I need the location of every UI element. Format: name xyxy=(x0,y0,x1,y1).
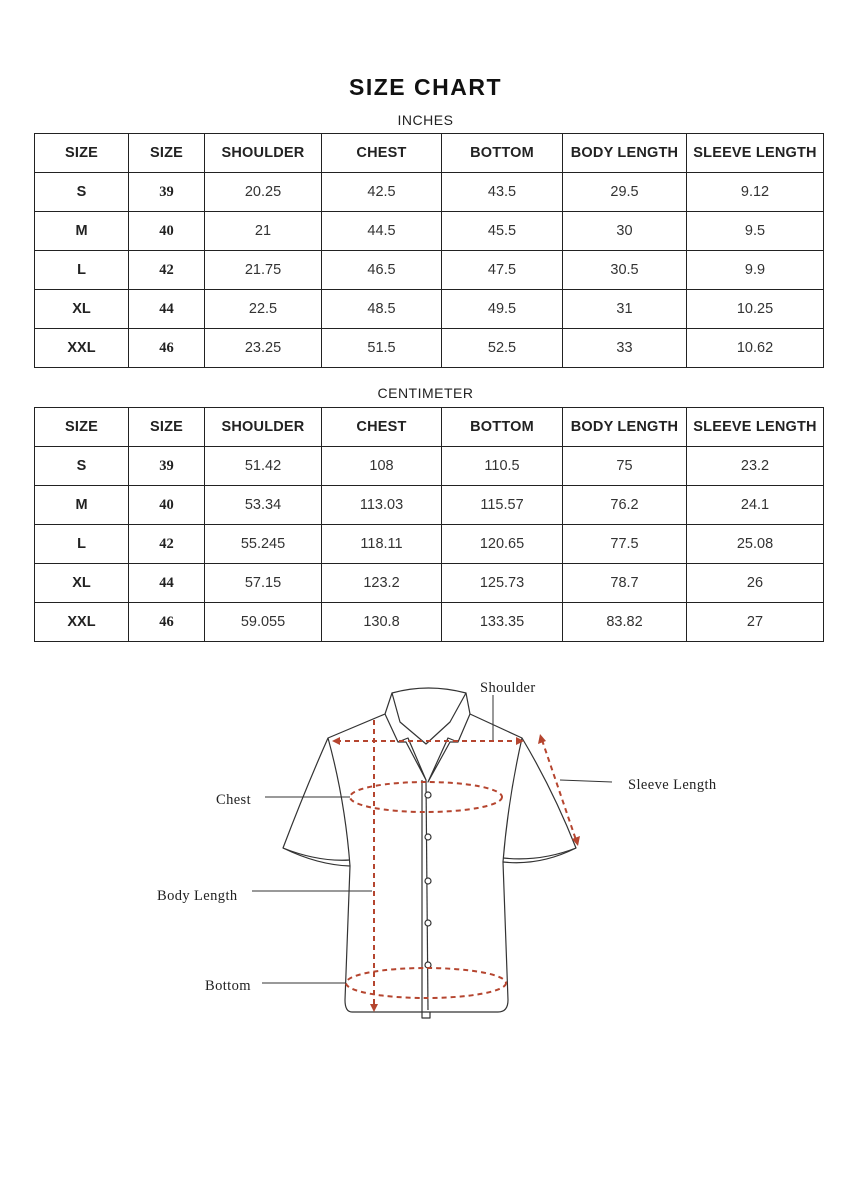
cell-size: XL xyxy=(35,564,129,603)
cell-chest: 130.8 xyxy=(322,603,442,642)
table-row xyxy=(35,251,824,290)
cell-size: L xyxy=(35,251,129,290)
header-size: SIZE xyxy=(35,134,129,173)
cell-bottom: 133.35 xyxy=(442,603,563,642)
measurement-guides xyxy=(336,720,576,1006)
cell-chest: 118.11 xyxy=(322,525,442,564)
button xyxy=(425,834,431,840)
cell-size: XL xyxy=(35,290,129,329)
cell-sleeve-length: 24.1 xyxy=(687,486,824,525)
inches-caption: INCHES xyxy=(397,112,454,128)
cell-chest: 42.5 xyxy=(322,173,442,212)
inches-size-table xyxy=(34,133,824,368)
header-bottom: BOTTOM xyxy=(442,134,563,173)
cell-chest: 113.03 xyxy=(322,486,442,525)
shirt-measurement-diagram xyxy=(140,665,760,1035)
cell-shoulder: 51.42 xyxy=(205,447,322,486)
arrowhead xyxy=(538,734,546,744)
table-row xyxy=(35,212,824,251)
cell-shoulder: 59.055 xyxy=(205,603,322,642)
table-header-row xyxy=(35,134,824,173)
bottom-measure-ellipse xyxy=(346,968,506,998)
table-row xyxy=(35,173,824,212)
cell-chest: 51.5 xyxy=(322,329,442,368)
sleeve-measure-line xyxy=(542,740,576,840)
left-armhole xyxy=(328,738,350,866)
body-length-label: Body Length xyxy=(157,888,238,904)
table-row xyxy=(35,525,824,564)
cell-body-length: 78.7 xyxy=(563,564,687,603)
cell-bottom: 49.5 xyxy=(442,290,563,329)
cell-shoulder: 23.25 xyxy=(205,329,322,368)
button xyxy=(425,792,431,798)
cell-shoulder: 57.15 xyxy=(205,564,322,603)
arrowhead xyxy=(370,1004,378,1012)
cell-size-number: 42 xyxy=(129,525,205,564)
cell-chest: 48.5 xyxy=(322,290,442,329)
cell-body-length: 29.5 xyxy=(563,173,687,212)
cell-size-number: 44 xyxy=(129,564,205,603)
header-size-number: SIZE xyxy=(129,408,205,447)
cell-size: S xyxy=(35,447,129,486)
cell-sleeve-length: 9.5 xyxy=(687,212,824,251)
cell-body-length: 31 xyxy=(563,290,687,329)
cell-bottom: 110.5 xyxy=(442,447,563,486)
cell-size-number: 46 xyxy=(129,329,205,368)
cell-sleeve-length: 10.25 xyxy=(687,290,824,329)
cell-body-length: 33 xyxy=(563,329,687,368)
cell-body-length: 77.5 xyxy=(563,525,687,564)
cell-sleeve-length: 9.9 xyxy=(687,251,824,290)
cell-sleeve-length: 25.08 xyxy=(687,525,824,564)
bottom-label: Bottom xyxy=(205,978,251,994)
table-row xyxy=(35,486,824,525)
cell-sleeve-length: 10.62 xyxy=(687,329,824,368)
header-sleeve-length: SLEEVE LENGTH xyxy=(687,134,824,173)
cell-size-number: 39 xyxy=(129,173,205,212)
cell-sleeve-length: 9.12 xyxy=(687,173,824,212)
cell-chest: 108 xyxy=(322,447,442,486)
cell-body-length: 76.2 xyxy=(563,486,687,525)
cell-bottom: 43.5 xyxy=(442,173,563,212)
header-shoulder: SHOULDER xyxy=(205,408,322,447)
header-sleeve-length: SLEEVE LENGTH xyxy=(687,408,824,447)
cell-body-length: 83.82 xyxy=(563,603,687,642)
cell-shoulder: 55.245 xyxy=(205,525,322,564)
cell-size: M xyxy=(35,212,129,251)
arrowhead xyxy=(332,737,340,745)
cell-sleeve-length: 27 xyxy=(687,603,824,642)
cell-shoulder: 21 xyxy=(205,212,322,251)
cell-bottom: 52.5 xyxy=(442,329,563,368)
cell-bottom: 125.73 xyxy=(442,564,563,603)
cell-body-length: 30.5 xyxy=(563,251,687,290)
header-body-length: BODY LENGTH xyxy=(563,134,687,173)
cell-chest: 44.5 xyxy=(322,212,442,251)
cell-size-number: 39 xyxy=(129,447,205,486)
header-size: SIZE xyxy=(35,408,129,447)
cell-size: XXL xyxy=(35,329,129,368)
cell-size: XXL xyxy=(35,603,129,642)
right-lapel xyxy=(428,714,470,782)
header-bottom: BOTTOM xyxy=(442,408,563,447)
cell-chest: 123.2 xyxy=(322,564,442,603)
cell-shoulder: 53.34 xyxy=(205,486,322,525)
table-row xyxy=(35,447,824,486)
placket-edge xyxy=(426,780,428,1010)
cell-bottom: 47.5 xyxy=(442,251,563,290)
cell-size-number: 44 xyxy=(129,290,205,329)
table-row xyxy=(35,603,824,642)
header-chest: CHEST xyxy=(322,134,442,173)
cell-shoulder: 20.25 xyxy=(205,173,322,212)
sleeve-leader xyxy=(560,780,612,782)
cell-sleeve-length: 26 xyxy=(687,564,824,603)
header-size-number: SIZE xyxy=(129,134,205,173)
cell-size-number: 40 xyxy=(129,486,205,525)
cell-size-number: 42 xyxy=(129,251,205,290)
centimeter-caption: CENTIMETER xyxy=(377,385,474,401)
centimeter-size-table xyxy=(34,407,824,642)
header-body-length: BODY LENGTH xyxy=(563,408,687,447)
left-cuff xyxy=(283,848,350,860)
cell-shoulder: 22.5 xyxy=(205,290,322,329)
cell-size-number: 40 xyxy=(129,212,205,251)
cell-shoulder: 21.75 xyxy=(205,251,322,290)
table-header-row xyxy=(35,408,824,447)
header-shoulder: SHOULDER xyxy=(205,134,322,173)
cell-bottom: 45.5 xyxy=(442,212,563,251)
page-title: SIZE CHART xyxy=(349,74,502,100)
chest-label: Chest xyxy=(216,792,252,808)
button xyxy=(425,920,431,926)
cell-chest: 46.5 xyxy=(322,251,442,290)
cell-body-length: 30 xyxy=(563,212,687,251)
table-row xyxy=(35,564,824,603)
cell-size: S xyxy=(35,173,129,212)
cell-size: L xyxy=(35,525,129,564)
cell-size-number: 46 xyxy=(129,603,205,642)
collar-fold xyxy=(392,693,466,744)
table-row xyxy=(35,329,824,368)
cell-sleeve-length: 23.2 xyxy=(687,447,824,486)
header-chest: CHEST xyxy=(322,408,442,447)
sleeve-length-label: Sleeve Length xyxy=(628,777,717,793)
cell-size: M xyxy=(35,486,129,525)
cell-bottom: 115.57 xyxy=(442,486,563,525)
cell-bottom: 120.65 xyxy=(442,525,563,564)
shoulder-label: Shoulder xyxy=(480,680,536,696)
cell-body-length: 75 xyxy=(563,447,687,486)
table-row xyxy=(35,290,824,329)
left-lapel xyxy=(385,714,426,780)
button xyxy=(425,878,431,884)
right-armhole xyxy=(503,738,522,862)
